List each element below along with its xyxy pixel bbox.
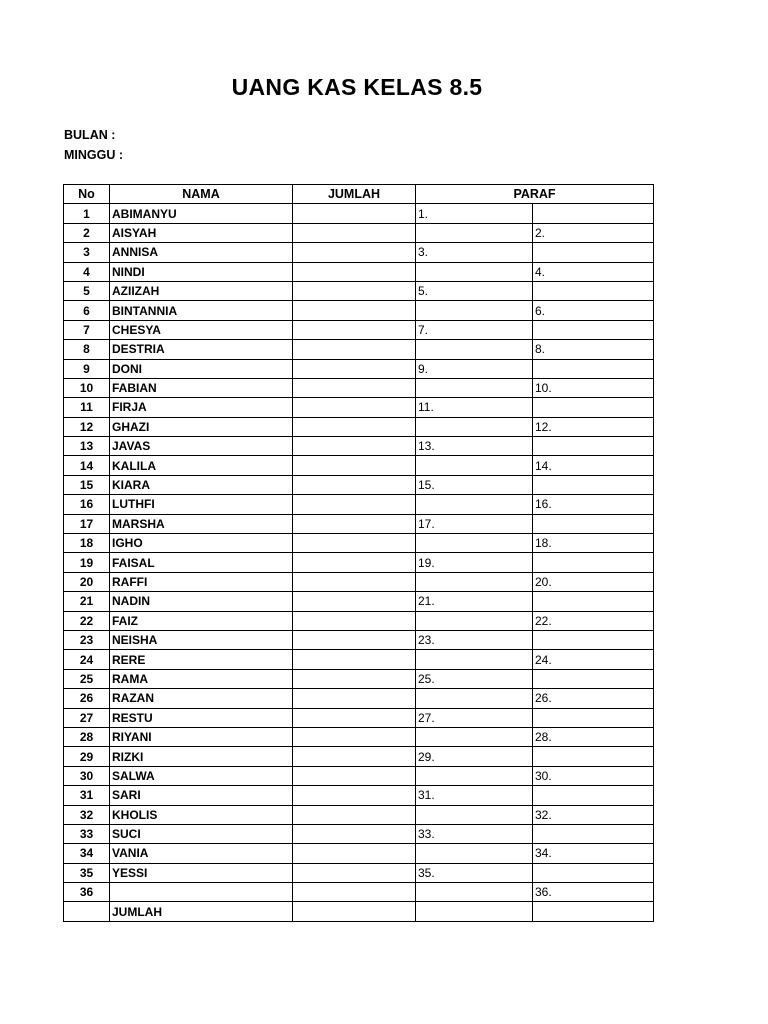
table-row: [64, 301, 654, 320]
row-nama: MARSHA: [110, 514, 293, 533]
row-jumlah: [293, 611, 416, 630]
row-jumlah: [293, 534, 416, 553]
table-row: [64, 456, 654, 475]
row-paraf-left: 17.: [416, 514, 533, 533]
table-row: [64, 378, 654, 397]
row-paraf-left: [416, 805, 533, 824]
row-nama: ABIMANYU: [110, 204, 293, 223]
row-jumlah: [293, 689, 416, 708]
row-paraf-right: [533, 553, 654, 572]
row-paraf-left: 19.: [416, 553, 533, 572]
row-paraf-right: [533, 592, 654, 611]
row-jumlah: [293, 747, 416, 766]
row-jumlah: [293, 786, 416, 805]
row-jumlah: [293, 204, 416, 223]
row-jumlah: [293, 340, 416, 359]
total-jumlah-cell: [293, 902, 416, 921]
row-nama: CHESYA: [110, 320, 293, 339]
row-nama: ANNISA: [110, 243, 293, 262]
table-row: [64, 883, 654, 902]
row-paraf-right: 2.: [533, 223, 654, 242]
table-row: [64, 747, 654, 766]
row-jumlah: [293, 475, 416, 494]
row-paraf-left: [416, 727, 533, 746]
row-paraf-right: [533, 514, 654, 533]
row-nama: AZIIZAH: [110, 281, 293, 300]
row-paraf-left: 23.: [416, 630, 533, 649]
row-paraf-left: 29.: [416, 747, 533, 766]
row-no: 12: [64, 417, 110, 436]
row-paraf-left: [416, 650, 533, 669]
row-paraf-left: [416, 340, 533, 359]
row-paraf-right: 6.: [533, 301, 654, 320]
row-paraf-left: 31.: [416, 786, 533, 805]
row-jumlah: [293, 863, 416, 882]
row-nama: NADIN: [110, 592, 293, 611]
total-label: JUMLAH: [110, 902, 293, 921]
row-paraf-right: 28.: [533, 727, 654, 746]
row-paraf-right: [533, 747, 654, 766]
table-row: [64, 475, 654, 494]
row-paraf-left: [416, 378, 533, 397]
table-row: [64, 805, 654, 824]
table-row: [64, 650, 654, 669]
row-nama: SARI: [110, 786, 293, 805]
row-no: 32: [64, 805, 110, 824]
table-row: [64, 630, 654, 649]
table-row: [64, 592, 654, 611]
row-jumlah: [293, 650, 416, 669]
table-row: [64, 863, 654, 882]
row-jumlah: [293, 262, 416, 281]
table-row: [64, 766, 654, 785]
row-paraf-right: 36.: [533, 883, 654, 902]
row-no: 11: [64, 398, 110, 417]
row-paraf-right: 34.: [533, 844, 654, 863]
row-nama: RESTU: [110, 708, 293, 727]
row-paraf-right: 20.: [533, 572, 654, 591]
row-nama: GHAZI: [110, 417, 293, 436]
table-row: [64, 669, 654, 688]
row-no: 22: [64, 611, 110, 630]
minggu-label: MINGGU :: [64, 148, 124, 162]
row-no: 25: [64, 669, 110, 688]
row-jumlah: [293, 844, 416, 863]
table-row: [64, 204, 654, 223]
row-jumlah: [293, 359, 416, 378]
row-paraf-left: [416, 611, 533, 630]
row-no: 28: [64, 727, 110, 746]
table-row: [64, 611, 654, 630]
row-nama: FAIZ: [110, 611, 293, 630]
row-jumlah: [293, 572, 416, 591]
row-paraf-left: 15.: [416, 475, 533, 494]
row-paraf-right: 8.: [533, 340, 654, 359]
row-no: 34: [64, 844, 110, 863]
row-nama: DESTRIA: [110, 340, 293, 359]
row-paraf-right: [533, 863, 654, 882]
row-paraf-right: [533, 437, 654, 456]
table-row: [64, 359, 654, 378]
table-row: [64, 223, 654, 242]
row-nama: RIYANI: [110, 727, 293, 746]
row-paraf-left: [416, 844, 533, 863]
row-no: 14: [64, 456, 110, 475]
row-jumlah: [293, 883, 416, 902]
row-no: 7: [64, 320, 110, 339]
row-no: 24: [64, 650, 110, 669]
row-nama: AISYAH: [110, 223, 293, 242]
table-row: [64, 553, 654, 572]
row-nama: JAVAS: [110, 437, 293, 456]
row-no: 9: [64, 359, 110, 378]
row-nama: DONI: [110, 359, 293, 378]
row-paraf-right: [533, 204, 654, 223]
table-header-row: [64, 185, 654, 204]
row-jumlah: [293, 708, 416, 727]
row-paraf-right: 4.: [533, 262, 654, 281]
row-paraf-left: 1.: [416, 204, 533, 223]
row-paraf-left: [416, 223, 533, 242]
row-nama: NINDI: [110, 262, 293, 281]
row-jumlah: [293, 669, 416, 688]
row-no: 17: [64, 514, 110, 533]
row-nama: VANIA: [110, 844, 293, 863]
row-nama: LUTHFI: [110, 495, 293, 514]
row-jumlah: [293, 766, 416, 785]
row-nama: FABIAN: [110, 378, 293, 397]
row-paraf-left: [416, 301, 533, 320]
row-no: 5: [64, 281, 110, 300]
row-no: 10: [64, 378, 110, 397]
row-paraf-right: [533, 359, 654, 378]
row-jumlah: [293, 281, 416, 300]
row-nama: RAFFI: [110, 572, 293, 591]
row-paraf-right: [533, 708, 654, 727]
row-nama: SALWA: [110, 766, 293, 785]
row-no: 31: [64, 786, 110, 805]
row-paraf-right: [533, 786, 654, 805]
table-row: [64, 398, 654, 417]
row-nama: FIRJA: [110, 398, 293, 417]
row-jumlah: [293, 805, 416, 824]
total-no-cell: [64, 902, 110, 921]
row-no: 33: [64, 824, 110, 843]
row-no: 29: [64, 747, 110, 766]
row-jumlah: [293, 456, 416, 475]
row-paraf-left: 9.: [416, 359, 533, 378]
row-paraf-left: 7.: [416, 320, 533, 339]
row-jumlah: [293, 495, 416, 514]
row-paraf-right: 18.: [533, 534, 654, 553]
row-nama: RAZAN: [110, 689, 293, 708]
row-no: 16: [64, 495, 110, 514]
row-no: 2: [64, 223, 110, 242]
row-no: 13: [64, 437, 110, 456]
row-nama: YESSI: [110, 863, 293, 882]
table-row: [64, 514, 654, 533]
total-paraf-right-cell: [533, 902, 654, 921]
table-row: [64, 262, 654, 281]
row-paraf-left: [416, 689, 533, 708]
row-no: 21: [64, 592, 110, 611]
total-paraf-left-cell: [416, 902, 533, 921]
row-jumlah: [293, 514, 416, 533]
row-paraf-right: 22.: [533, 611, 654, 630]
row-no: 27: [64, 708, 110, 727]
row-no: 30: [64, 766, 110, 785]
row-paraf-left: [416, 262, 533, 281]
row-paraf-right: 12.: [533, 417, 654, 436]
row-no: 23: [64, 630, 110, 649]
row-jumlah: [293, 553, 416, 572]
table-row: [64, 281, 654, 300]
table-row: [64, 320, 654, 339]
row-paraf-right: [533, 281, 654, 300]
row-jumlah: [293, 378, 416, 397]
row-paraf-right: [533, 320, 654, 339]
row-paraf-left: [416, 417, 533, 436]
row-nama: RERE: [110, 650, 293, 669]
row-paraf-right: 30.: [533, 766, 654, 785]
table-row: [64, 844, 654, 863]
header-nama: NAMA: [110, 185, 293, 204]
row-paraf-right: [533, 475, 654, 494]
row-paraf-right: [533, 243, 654, 262]
row-jumlah: [293, 417, 416, 436]
row-paraf-left: 11.: [416, 398, 533, 417]
row-no: 8: [64, 340, 110, 359]
row-jumlah: [293, 223, 416, 242]
row-jumlah: [293, 824, 416, 843]
row-no: 15: [64, 475, 110, 494]
row-jumlah: [293, 630, 416, 649]
table-row: [64, 572, 654, 591]
row-paraf-left: [416, 766, 533, 785]
row-nama: RIZKI: [110, 747, 293, 766]
row-paraf-left: 13.: [416, 437, 533, 456]
row-paraf-left: 3.: [416, 243, 533, 262]
row-jumlah: [293, 727, 416, 746]
table-row: [64, 824, 654, 843]
row-nama: NEISHA: [110, 630, 293, 649]
row-paraf-left: 25.: [416, 669, 533, 688]
row-paraf-left: 33.: [416, 824, 533, 843]
table-row: [64, 437, 654, 456]
row-nama: IGHO: [110, 534, 293, 553]
kas-table: [63, 184, 654, 922]
table-row: [64, 727, 654, 746]
row-jumlah: [293, 592, 416, 611]
table-row: [64, 495, 654, 514]
table-row: [64, 417, 654, 436]
header-no: No: [64, 185, 110, 204]
row-paraf-right: [533, 824, 654, 843]
row-paraf-right: 32.: [533, 805, 654, 824]
row-jumlah: [293, 320, 416, 339]
table-row: [64, 534, 654, 553]
row-no: 35: [64, 863, 110, 882]
row-paraf-right: 14.: [533, 456, 654, 475]
row-nama: FAISAL: [110, 553, 293, 572]
row-no: 20: [64, 572, 110, 591]
header-paraf: PARAF: [416, 185, 654, 204]
row-nama: KIARA: [110, 475, 293, 494]
row-no: 19: [64, 553, 110, 572]
row-nama: KHOLIS: [110, 805, 293, 824]
row-no: 36: [64, 883, 110, 902]
row-paraf-left: [416, 495, 533, 514]
bulan-label: BULAN :: [64, 128, 116, 142]
row-paraf-left: [416, 456, 533, 475]
row-paraf-right: [533, 398, 654, 417]
row-jumlah: [293, 301, 416, 320]
table-row: [64, 340, 654, 359]
row-paraf-right: [533, 630, 654, 649]
row-paraf-left: 5.: [416, 281, 533, 300]
row-no: 6: [64, 301, 110, 320]
table-row: [64, 786, 654, 805]
table-row: [64, 689, 654, 708]
row-nama: RAMA: [110, 669, 293, 688]
row-no: 18: [64, 534, 110, 553]
row-paraf-right: 16.: [533, 495, 654, 514]
row-jumlah: [293, 243, 416, 262]
row-jumlah: [293, 437, 416, 456]
row-no: 3: [64, 243, 110, 262]
table-row: [64, 708, 654, 727]
row-paraf-left: [416, 534, 533, 553]
row-jumlah: [293, 398, 416, 417]
row-paraf-left: 27.: [416, 708, 533, 727]
row-paraf-right: 24.: [533, 650, 654, 669]
row-paraf-left: 35.: [416, 863, 533, 882]
table-row: [64, 243, 654, 262]
row-paraf-right: 26.: [533, 689, 654, 708]
row-paraf-right: 10.: [533, 378, 654, 397]
row-no: 4: [64, 262, 110, 281]
header-jumlah: JUMLAH: [293, 185, 416, 204]
row-paraf-left: [416, 572, 533, 591]
total-row: [64, 902, 654, 921]
row-nama: [110, 883, 293, 902]
page-title: UANG KAS KELAS 8.5: [231, 74, 483, 100]
row-paraf-left: [416, 883, 533, 902]
row-paraf-left: 21.: [416, 592, 533, 611]
row-nama: SUCI: [110, 824, 293, 843]
row-nama: KALILA: [110, 456, 293, 475]
row-nama: BINTANNIA: [110, 301, 293, 320]
row-no: 26: [64, 689, 110, 708]
row-paraf-right: [533, 669, 654, 688]
row-no: 1: [64, 204, 110, 223]
